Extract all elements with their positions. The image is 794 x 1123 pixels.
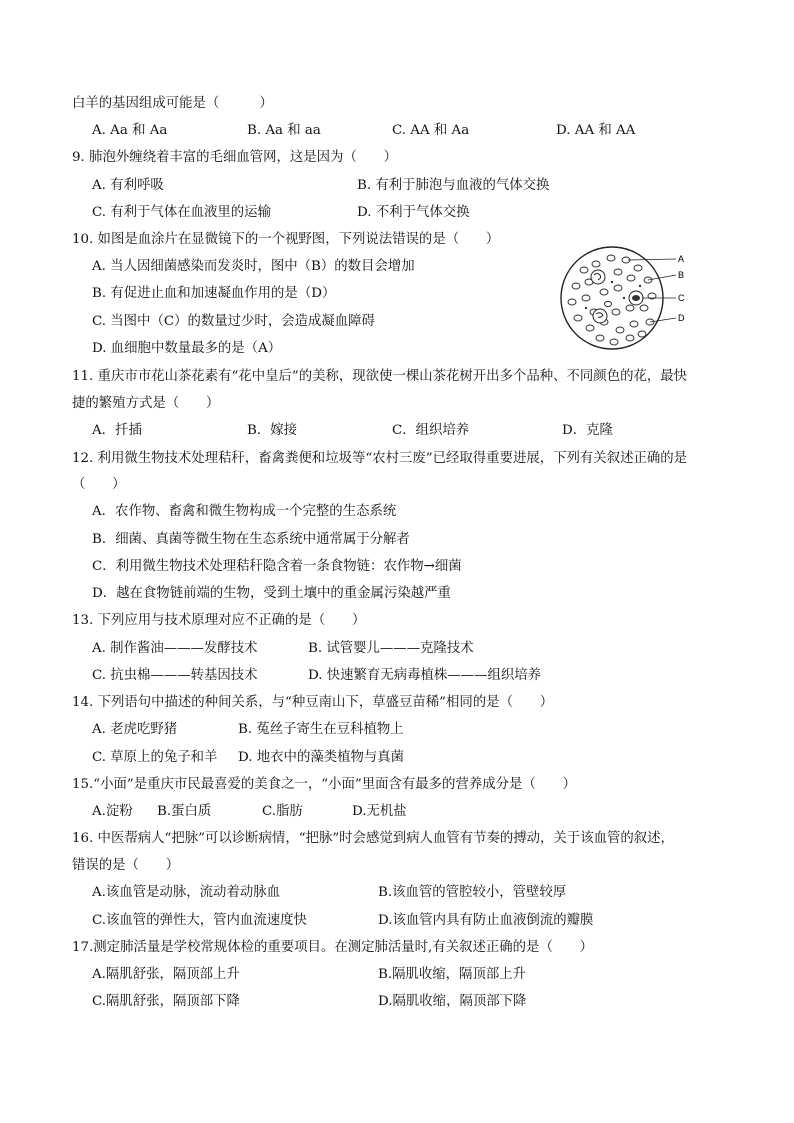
q13-option-d: D. 快速繁育无病毒植株———组织培养 <box>308 668 542 683</box>
q8-stem-continuation: 白羊的基因组成可能是（ ） <box>72 96 273 111</box>
q12-option-b: B．细菌、真菌等微生物在生态系统中通常属于分解者 <box>92 532 410 547</box>
q12-option-c: C．利用微生物技术处理秸秆隐含着一条食物链：农作物→细菌 <box>92 559 462 574</box>
q9-option-c: C. 有利于气体在血液里的运输 <box>92 205 271 220</box>
q14-option-d: D. 地衣中的藻类植物与真菌 <box>238 750 405 765</box>
q13-option-b: B. 试管婴儿———克隆技术 <box>308 641 474 656</box>
q8-option-b: B. Aa 和 aa <box>247 123 321 138</box>
figure-label-d: D <box>678 313 685 323</box>
q9-option-d: D. 不利于气体交换 <box>357 205 470 220</box>
q12-stem-line2: （ ） <box>72 477 126 492</box>
q11-stem-line1: 11. 重庆市市花山茶花素有“花中皇后”的美称，现欲使一棵山茶花树开出多个品种、不同颜色的花，最快 <box>72 369 688 384</box>
q8-option-c: C. AA 和 Aa <box>392 123 470 138</box>
q11-option-a: A．扦插 <box>92 423 142 438</box>
q12-stem-line1: 12. 利用微生物技术处理秸秆，畜禽粪便和垃圾等“农村三废”已经取得重要进展，下列有关叙述正确的是 <box>72 451 688 466</box>
q14-stem: 14. 下列语句中描述的种间关系，与“种豆南山下，草盛豆苗稀”相同的是（ ） <box>72 695 554 710</box>
q17-option-a: A.隔肌舒张，隔顶部上升 <box>92 967 240 982</box>
q16-stem-line1: 16. 中医帮病人“把脉”可以诊断病情，“把脉”时会感觉到病人血管有节奏的搏动，关于该血管的叙述， <box>72 831 674 846</box>
q11-option-b: B．嫁接 <box>247 423 298 438</box>
q11-stem-line2: 捷的繁殖方式是（ ） <box>72 396 220 411</box>
q16-option-a: A.该血管是动脉，流动着动脉血 <box>92 885 281 900</box>
q15-stem: 15.“小面”是重庆市民最喜爱的美食之一，“小面”里面含有最多的营养成分是（ ） <box>72 777 576 792</box>
q16-option-c: C.该血管的弹性大，管内血流速度快 <box>92 913 307 928</box>
q13-stem: 13. 下列应用与技术原理对应不正确的是（ ） <box>72 613 366 628</box>
q12-option-d: D．越在食物链前端的生物，受到土壤中的重金属污染越严重 <box>92 586 451 601</box>
q9-option-a: A. 有利呼吸 <box>92 178 164 193</box>
q10-option-a: A. 当人因细菌感染而发炎时，图中（B）的数目会增加 <box>92 259 415 274</box>
q12-option-a: A．农作物、畜禽和微生物构成一个完整的生态系统 <box>92 504 397 519</box>
q15-option-a: A.淀粉 <box>92 804 133 819</box>
q8-option-d: D. AA 和 AA <box>556 123 636 138</box>
q16-option-b: B.该血管的管腔较小，管壁较厚 <box>378 885 567 900</box>
q10-stem: 10. 如图是血涂片在显微镜下的一个视野图，下列说法错误的是（ ） <box>72 232 500 247</box>
q16-stem-line2: 错误的是（ ） <box>72 858 180 873</box>
q14-option-a: A. 老虎吃野猪 <box>92 722 178 737</box>
q15-option-b: B.蛋白质 <box>157 804 212 819</box>
figure-label-a: A <box>678 254 685 264</box>
figure-label-c: C <box>678 293 685 303</box>
blood-smear-figure <box>556 242 696 354</box>
q10-option-c: C. 当图中（C）的数量过少时，会造成凝血障碍 <box>92 314 375 329</box>
q14-option-b: B. 菟丝子寄生在豆科植物上 <box>238 722 404 737</box>
q15-option-d: D.无机盐 <box>352 804 407 819</box>
q13-option-a: A. 制作酱油———发酵技术 <box>92 641 258 656</box>
q17-option-d: D.隔肌收缩，隔顶部下降 <box>378 994 527 1009</box>
q11-option-c: C．组织培养 <box>392 423 470 438</box>
q10-option-b: B. 有促进止血和加速凝血作用的是（D） <box>92 286 336 301</box>
q13-option-c: C. 抗虫棉———转基因技术 <box>92 668 258 683</box>
q8-option-a: A. Aa 和 Aa <box>92 123 168 138</box>
q10-option-d: D. 血细胞中数量最多的是（A） <box>92 341 282 356</box>
q9-stem: 9. 肺泡外缠绕着丰富的毛细血管网，这是因为（ ） <box>72 150 398 165</box>
figure-label-b: B <box>678 270 685 280</box>
q17-stem: 17.测定肺活量是学校常规体检的重要项目。在测定肺活量时,有关叙述正确的是（ ） <box>72 940 594 955</box>
q11-option-d: D．克隆 <box>562 423 613 438</box>
q15-option-c: C.脂肪 <box>262 804 303 819</box>
q14-option-c: C. 草原上的兔子和羊 <box>92 750 218 765</box>
q9-option-b: B. 有利于肺泡与血液的气体交换 <box>357 178 550 193</box>
q16-option-d: D.该血管内具有防止血液倒流的瓣膜 <box>378 913 594 928</box>
q17-option-c: C.隔肌舒张，隔顶部下降 <box>92 994 240 1009</box>
q17-option-b: B.隔肌收缩，隔顶部上升 <box>378 967 527 982</box>
